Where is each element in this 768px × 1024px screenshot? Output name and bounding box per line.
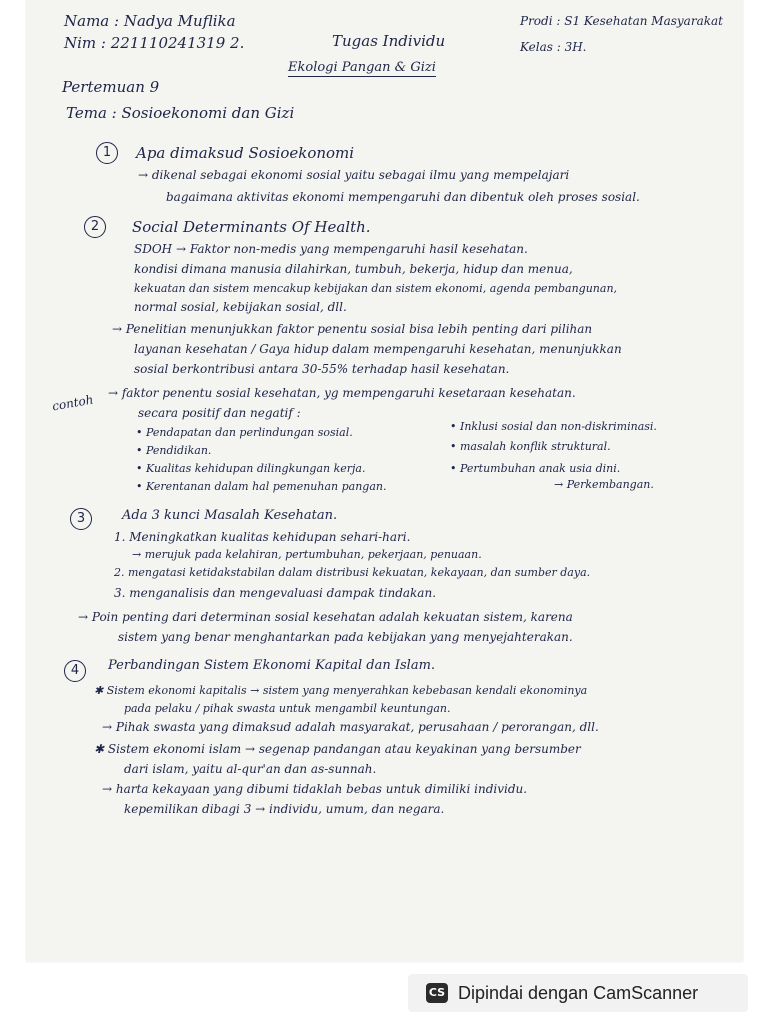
- example-label: contoh: [51, 392, 95, 414]
- section-4-line: kepemilikan dibagi 3 → individu, umum, dan negara.: [124, 802, 445, 816]
- left-bullet: • Kerentanan dalam hal pemenuhan pangan.: [136, 480, 387, 493]
- section-3-item: 3. menganalisis dan mengevaluasi dampak tindakan.: [114, 586, 437, 600]
- section-2-line: normal sosial, kebijakan sosial, dll.: [134, 300, 347, 314]
- right-bullet: • Inklusi sosial dan non-diskriminasi.: [450, 420, 657, 433]
- camscanner-logo-icon: CS: [426, 983, 448, 1003]
- scanned-page: [26, 0, 743, 962]
- camscanner-watermark: [408, 974, 748, 1012]
- section-1-line: bagaimana aktivitas ekonomi mempengaruhi dan dibentuk oleh proses sosial.: [166, 190, 640, 204]
- left-bullet: • Pendapatan dan perlindungan sosial.: [136, 426, 353, 439]
- left-bullet: • Pendidikan.: [136, 444, 212, 457]
- section-3-item: → merujuk pada kelahiran, pertumbuhan, pekerjaan, penuaan.: [132, 548, 482, 561]
- course-title: Ekologi Pangan & Gizi: [288, 60, 436, 75]
- section-1-number: 1: [96, 142, 118, 164]
- student-name: Nama : Nadya Muflika: [64, 12, 236, 30]
- section-2-paragraph: → Penelitian menunjukkan faktor penentu sosial bisa lebih penting dari pilihan: [112, 322, 593, 336]
- example-line: secara positif dan negatif :: [138, 406, 301, 420]
- topic-title: Tema : Sosioekonomi dan Gizi: [66, 104, 295, 122]
- section-2-line: kondisi dimana manusia dilahirkan, tumbuh, bekerja, hidup dan menua,: [134, 262, 573, 276]
- example-line: → faktor penentu sosial kesehatan, yg mempengaruhi kesetaraan kesehatan.: [108, 386, 576, 400]
- section-3-number: 3: [70, 508, 92, 530]
- study-program: Prodi : S1 Kesehatan Masyarakat: [520, 14, 723, 28]
- section-2-line: kekuatan dan sistem mencakup kebijakan dan sistem ekonomi, agenda pembangunan,: [134, 282, 618, 295]
- camscanner-label: Dipindai dengan CamScanner: [458, 982, 699, 1003]
- assignment-title: Tugas Individu: [332, 32, 446, 50]
- right-bullet: → Perkembangan.: [554, 478, 654, 491]
- section-3-title: Ada 3 kunci Masalah Kesehatan.: [122, 508, 338, 523]
- section-4-line: ✱ Sistem ekonomi islam → segenap pandangan atau keyakinan yang bersumber: [94, 742, 581, 756]
- section-2-line: SDOH → Faktor non-medis yang mempengaruhi hasil kesehatan.: [134, 242, 528, 256]
- section-4-line: → Pihak swasta yang dimaksud adalah masyarakat, perusahaan / perorangan, dll.: [102, 720, 599, 734]
- section-2-paragraph: layanan kesehatan / Gaya hidup dalam mempengaruhi kesehatan, menunjukkan: [134, 342, 622, 356]
- section-1-line: → dikenal sebagai ekonomi sosial yaitu sebagai ilmu yang mempelajari: [138, 168, 570, 182]
- right-bullet: • masalah konflik struktural.: [450, 440, 611, 453]
- left-bullet: • Kualitas kehidupan dilingkungan kerja.: [136, 462, 366, 475]
- section-4-line: ✱ Sistem ekonomi kapitalis → sistem yang menyerahkan kebebasan kendali ekonominya: [94, 684, 588, 697]
- section-4-title: Perbandingan Sistem Ekonomi Kapital dan Islam.: [108, 658, 436, 673]
- class-label: Kelas : 3H.: [520, 40, 587, 54]
- meeting-number: Pertemuan 9: [62, 78, 160, 96]
- section-3-point: → Poin penting dari determinan sosial kesehatan adalah kekuatan sistem, karena: [78, 610, 573, 624]
- section-3-point: sistem yang benar menghantarkan pada kebijakan yang menyejahterakan.: [118, 630, 573, 644]
- section-2-number: 2: [84, 216, 106, 238]
- section-3-item: 1. Meningkatkan kualitas kehidupan sehari-hari.: [114, 530, 411, 544]
- section-2-paragraph: sosial berkontribusi antara 30-55% terhadap hasil kesehatan.: [134, 362, 510, 376]
- section-4-number: 4: [64, 660, 86, 682]
- student-nim: Nim : 221110241319 2.: [64, 34, 245, 52]
- section-4-line: → harta kekayaan yang dibumi tidaklah bebas untuk dimiliki individu.: [102, 782, 528, 796]
- section-3-item: 2. mengatasi ketidakstabilan dalam distribusi kekuatan, kekayaan, dan sumber daya.: [114, 566, 591, 579]
- section-4-line: pada pelaku / pihak swasta untuk mengambil keuntungan.: [124, 702, 451, 715]
- right-bullet: • Pertumbuhan anak usia dini.: [450, 462, 621, 475]
- section-4-line: dari islam, yaitu al-qur'an dan as-sunnah.: [124, 762, 377, 776]
- section-1-title: Apa dimaksud Sosioekonomi: [136, 144, 355, 162]
- section-2-title: Social Determinants Of Health.: [132, 218, 371, 236]
